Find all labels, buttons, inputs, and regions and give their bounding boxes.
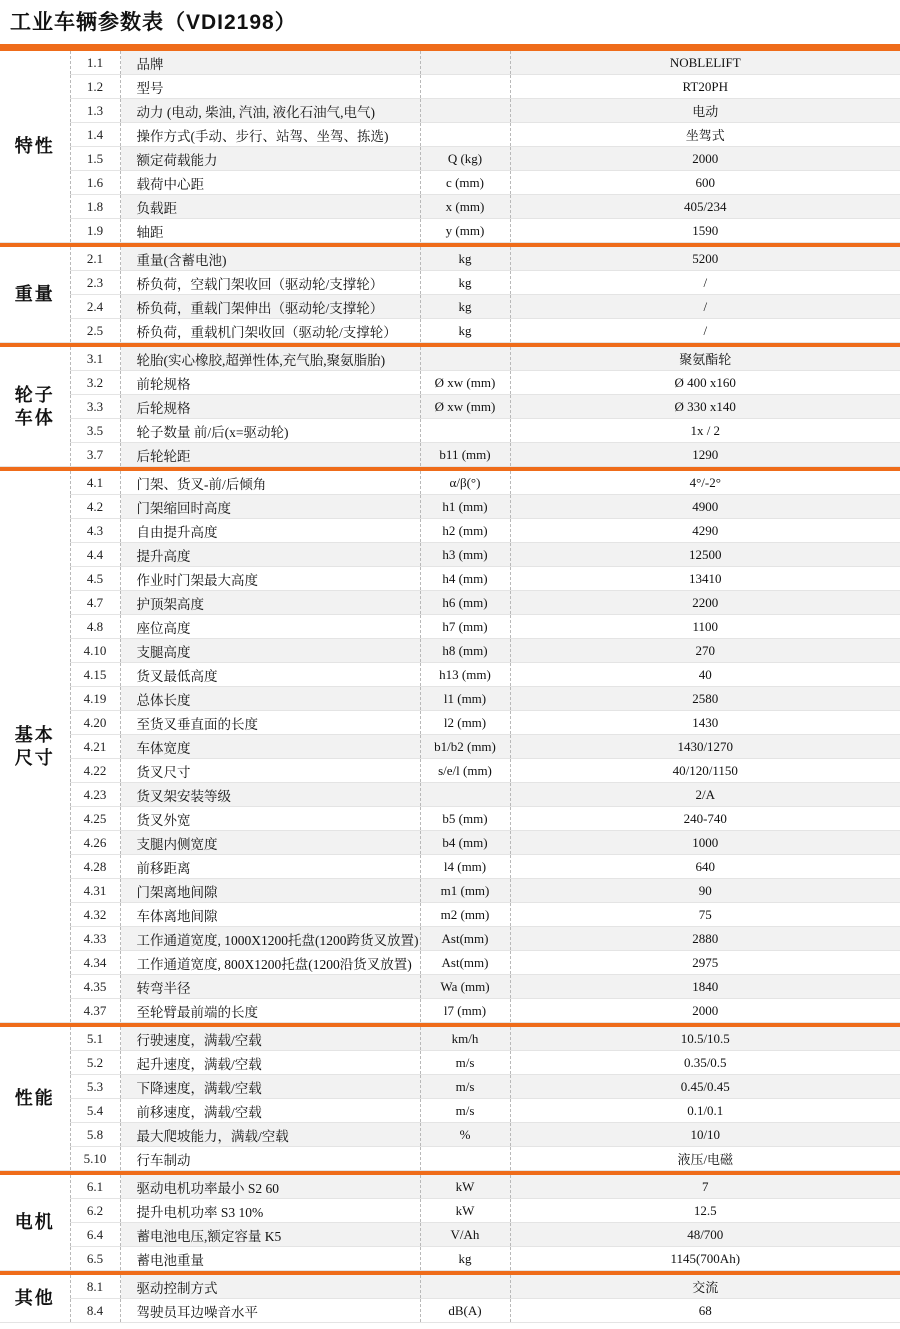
row-value: / [510,295,900,319]
table-row [0,1247,900,1271]
table-row [0,1099,900,1123]
table-row [0,471,900,495]
row-label: 车体离地间隙 [120,903,420,927]
row-number: 4.28 [70,855,120,879]
row-number: 4.25 [70,807,120,831]
row-number: 4.19 [70,687,120,711]
row-value: 13410 [510,567,900,591]
row-value: 600 [510,171,900,195]
row-label: 护顶架高度 [120,591,420,615]
row-label: 前移速度，满载/空载 [120,1099,420,1123]
row-label: 前轮规格 [120,371,420,395]
table-row [0,639,900,663]
row-label: 工作通道宽度, 800X1200托盘(1200沿货叉放置) [120,951,420,975]
table-row [0,171,900,195]
row-label: 后轮轮距 [120,443,420,467]
row-label: 载荷中心距 [120,171,420,195]
row-number: 1.5 [70,147,120,171]
row-number: 6.4 [70,1223,120,1247]
row-value: Ø 400 x160 [510,371,900,395]
row-label: 下降速度，满载/空载 [120,1075,420,1099]
row-label: 提升高度 [120,543,420,567]
row-number: 4.23 [70,783,120,807]
row-unit [420,99,510,123]
row-unit: h2 (mm) [420,519,510,543]
row-unit: h8 (mm) [420,639,510,663]
row-unit: m/s [420,1075,510,1099]
row-label: 支腿高度 [120,639,420,663]
row-number: 4.37 [70,999,120,1023]
row-number: 5.8 [70,1123,120,1147]
table-row [0,347,900,371]
row-value: 1145(700Ah) [510,1247,900,1271]
row-value: 1290 [510,443,900,467]
row-label: 桥负荷，空载门架收回（驱动轮/支撑轮） [120,271,420,295]
row-label: 货叉外宽 [120,807,420,831]
row-unit: x (mm) [420,195,510,219]
row-value: 90 [510,879,900,903]
row-value: 1x / 2 [510,419,900,443]
row-value: 2200 [510,591,900,615]
row-label: 支腿内侧宽度 [120,831,420,855]
row-unit [420,1275,510,1299]
row-unit [420,51,510,75]
row-label: 门架、货叉-前/后倾角 [120,471,420,495]
row-number: 4.10 [70,639,120,663]
row-number: 4.7 [70,591,120,615]
table-row [0,99,900,123]
row-label: 蓄电池电压,额定容量 K5 [120,1223,420,1247]
table-row [0,51,900,75]
row-unit: m/s [420,1099,510,1123]
table-row [0,903,900,927]
table-row [0,1075,900,1099]
table-row [0,1175,900,1199]
row-value: 10/10 [510,1123,900,1147]
row-number: 4.3 [70,519,120,543]
row-number: 5.3 [70,1075,120,1099]
row-unit: kg [420,295,510,319]
row-number: 4.15 [70,663,120,687]
row-unit [420,123,510,147]
table-row [0,147,900,171]
row-label: 自由提升高度 [120,519,420,543]
table-row [0,1027,900,1051]
table-row [0,519,900,543]
row-number: 4.8 [70,615,120,639]
row-value: 液压/电磁 [510,1147,900,1171]
table-row [0,687,900,711]
row-number: 3.1 [70,347,120,371]
row-number: 3.5 [70,419,120,443]
table-row [0,951,900,975]
row-value: RT20PH [510,75,900,99]
row-number: 4.21 [70,735,120,759]
row-number: 3.7 [70,443,120,467]
section-group-label: 电机 [0,1175,70,1271]
row-unit: c (mm) [420,171,510,195]
row-value: 电动 [510,99,900,123]
section-group-label: 轮子 车体 [0,347,70,467]
row-unit [420,75,510,99]
row-number: 2.4 [70,295,120,319]
row-unit: h13 (mm) [420,663,510,687]
row-value: 2000 [510,999,900,1023]
row-number: 1.1 [70,51,120,75]
row-label: 货叉尺寸 [120,759,420,783]
row-unit: m1 (mm) [420,879,510,903]
row-unit: h7 (mm) [420,615,510,639]
row-unit: kg [420,1247,510,1271]
row-value: 聚氨酯轮 [510,347,900,371]
table-row [0,591,900,615]
row-label: 座位高度 [120,615,420,639]
table-row [0,1223,900,1247]
row-value: 640 [510,855,900,879]
row-label: 型号 [120,75,420,99]
row-number: 1.6 [70,171,120,195]
table-row [0,927,900,951]
row-unit: l1 (mm) [420,687,510,711]
row-unit: Ast(mm) [420,927,510,951]
table-row [0,271,900,295]
row-unit: h6 (mm) [420,591,510,615]
row-unit: s/e/l (mm) [420,759,510,783]
row-value: 0.1/0.1 [510,1099,900,1123]
row-number: 4.5 [70,567,120,591]
row-unit: kW [420,1199,510,1223]
table-row [0,999,900,1023]
row-value: 4900 [510,495,900,519]
row-unit: b11 (mm) [420,443,510,467]
row-unit: h4 (mm) [420,567,510,591]
page-title: 工业车辆参数表（VDI2198） [10,11,297,34]
sheet-title-bar [0,0,900,47]
row-unit [420,347,510,371]
row-unit: kg [420,319,510,343]
row-value: 1100 [510,615,900,639]
row-value: 2000 [510,147,900,171]
row-value: 10.5/10.5 [510,1027,900,1051]
table-row [0,807,900,831]
row-label: 蓄电池重量 [120,1247,420,1271]
table-row [0,219,900,243]
row-unit [420,419,510,443]
row-value: 405/234 [510,195,900,219]
row-number: 4.4 [70,543,120,567]
table-row [0,75,900,99]
row-unit: l4 (mm) [420,855,510,879]
table-row [0,855,900,879]
row-number: 4.32 [70,903,120,927]
table-row [0,247,900,271]
row-label: 起升速度，满载/空载 [120,1051,420,1075]
row-unit: V/Ah [420,1223,510,1247]
table-row [0,1123,900,1147]
row-number: 4.31 [70,879,120,903]
row-label: 驱动控制方式 [120,1275,420,1299]
row-label: 总体长度 [120,687,420,711]
row-number: 1.2 [70,75,120,99]
row-label: 前移距离 [120,855,420,879]
row-value: 交流 [510,1275,900,1299]
table-row [0,759,900,783]
row-value: 2580 [510,687,900,711]
row-unit: dB(A) [420,1299,510,1323]
row-value: 7 [510,1175,900,1199]
table-row [0,615,900,639]
table-row [0,711,900,735]
spec-table-body [0,47,900,1323]
row-label: 轮子数量 前/后(x=驱动轮) [120,419,420,443]
row-value: 75 [510,903,900,927]
row-number: 4.1 [70,471,120,495]
row-number: 4.33 [70,927,120,951]
row-number: 5.1 [70,1027,120,1051]
row-unit: y (mm) [420,219,510,243]
row-unit: l2 (mm) [420,711,510,735]
section-group-label: 性能 [0,1027,70,1171]
row-label: 工作通道宽度, 1000X1200托盘(1200跨货叉放置) [120,927,420,951]
row-number: 1.4 [70,123,120,147]
row-number: 1.9 [70,219,120,243]
row-value: 1430/1270 [510,735,900,759]
row-unit: b1/b2 (mm) [420,735,510,759]
row-number: 4.20 [70,711,120,735]
table-row [0,123,900,147]
row-number: 6.1 [70,1175,120,1199]
table-row [0,879,900,903]
section-group-label: 特性 [0,51,70,243]
row-number: 8.4 [70,1299,120,1323]
row-number: 8.1 [70,1275,120,1299]
row-unit: h3 (mm) [420,543,510,567]
row-value: 12.5 [510,1199,900,1223]
table-row [0,319,900,343]
row-label: 行车制动 [120,1147,420,1171]
row-value: 1430 [510,711,900,735]
row-label: 行驶速度，满载/空载 [120,1027,420,1051]
table-row [0,295,900,319]
row-label: 后轮规格 [120,395,420,419]
row-unit: l7 (mm) [420,999,510,1023]
row-label: 品牌 [120,51,420,75]
table-row [0,419,900,443]
table-row [0,1299,900,1323]
row-label: 重量(含蓄电池) [120,247,420,271]
row-label: 转弯半径 [120,975,420,999]
row-label: 额定荷载能力 [120,147,420,171]
row-value: 1590 [510,219,900,243]
row-label: 桥负荷，重载门架伸出（驱动轮/支撑轮） [120,295,420,319]
table-row [0,1147,900,1171]
row-value: 1840 [510,975,900,999]
row-unit: m/s [420,1051,510,1075]
row-unit: kg [420,271,510,295]
table-row [0,1199,900,1223]
row-unit: kg [420,247,510,271]
row-value: 270 [510,639,900,663]
table-row [0,443,900,467]
table-row [0,663,900,687]
row-label: 提升电机功率 S3 10% [120,1199,420,1223]
row-value: 0.35/0.5 [510,1051,900,1075]
table-row [0,371,900,395]
row-value: 48/700 [510,1223,900,1247]
row-label: 轮胎(实心橡胶,超弹性体,充气胎,聚氨脂胎) [120,347,420,371]
row-unit: Ø xw (mm) [420,395,510,419]
row-unit: % [420,1123,510,1147]
row-label: 至货叉垂直面的长度 [120,711,420,735]
section-group-label: 其他 [0,1275,70,1323]
section-group-label: 基本 尺寸 [0,471,70,1023]
row-value: 240-740 [510,807,900,831]
row-label: 动力 (电动, 柴油, 汽油, 液化石油气,电气) [120,99,420,123]
row-value: 2880 [510,927,900,951]
row-label: 驾驶员耳边噪音水平 [120,1299,420,1323]
table-row [0,975,900,999]
row-unit [420,1147,510,1171]
table-row [0,495,900,519]
row-number: 2.3 [70,271,120,295]
row-value: 0.45/0.45 [510,1075,900,1099]
row-number: 4.34 [70,951,120,975]
row-number: 4.2 [70,495,120,519]
row-number: 4.35 [70,975,120,999]
table-row [0,1051,900,1075]
row-unit: h1 (mm) [420,495,510,519]
row-number: 6.5 [70,1247,120,1271]
row-label: 货叉最低高度 [120,663,420,687]
row-label: 桥负荷，重载机门架收回（驱动轮/支撑轮） [120,319,420,343]
table-row [0,831,900,855]
row-unit: km/h [420,1027,510,1051]
row-label: 负载距 [120,195,420,219]
row-number: 2.1 [70,247,120,271]
row-value: 4°/-2° [510,471,900,495]
row-value: Ø 330 x140 [510,395,900,419]
section-group-label: 重量 [0,247,70,343]
row-value: / [510,319,900,343]
row-unit: m2 (mm) [420,903,510,927]
row-number: 5.4 [70,1099,120,1123]
row-number: 5.10 [70,1147,120,1171]
row-value: 2975 [510,951,900,975]
row-value: 1000 [510,831,900,855]
row-value: 12500 [510,543,900,567]
row-value: 40/120/1150 [510,759,900,783]
row-label: 至轮臂最前端的长度 [120,999,420,1023]
row-label: 作业时门架最大高度 [120,567,420,591]
row-number: 4.22 [70,759,120,783]
table-row [0,395,900,419]
row-value: NOBLELIFT [510,51,900,75]
row-value: 4290 [510,519,900,543]
row-number: 1.8 [70,195,120,219]
row-number: 3.3 [70,395,120,419]
row-unit: kW [420,1175,510,1199]
table-row [0,783,900,807]
row-value: 坐驾式 [510,123,900,147]
row-label: 最大爬坡能力，满载/空载 [120,1123,420,1147]
row-unit: b5 (mm) [420,807,510,831]
row-number: 3.2 [70,371,120,395]
row-label: 门架离地间隙 [120,879,420,903]
row-unit: Q (kg) [420,147,510,171]
row-unit [420,783,510,807]
row-unit: b4 (mm) [420,831,510,855]
row-unit: Wa (mm) [420,975,510,999]
row-number: 1.3 [70,99,120,123]
row-label: 轴距 [120,219,420,243]
table-row [0,567,900,591]
row-value: 68 [510,1299,900,1323]
row-label: 货叉架安装等级 [120,783,420,807]
row-unit: Ast(mm) [420,951,510,975]
row-number: 6.2 [70,1199,120,1223]
row-value: 40 [510,663,900,687]
row-label: 操作方式(手动、步行、站驾、坐驾、拣选) [120,123,420,147]
row-unit: Ø xw (mm) [420,371,510,395]
row-unit: α/β(°) [420,471,510,495]
row-number: 4.26 [70,831,120,855]
table-row [0,543,900,567]
row-label: 门架缩回时高度 [120,495,420,519]
table-row [0,195,900,219]
table-row [0,735,900,759]
row-number: 5.2 [70,1051,120,1075]
row-value: 2/A [510,783,900,807]
row-label: 驱动电机功率最小 S2 60 [120,1175,420,1199]
row-label: 车体宽度 [120,735,420,759]
row-value: / [510,271,900,295]
row-number: 2.5 [70,319,120,343]
row-value: 5200 [510,247,900,271]
table-row [0,1275,900,1299]
spec-table [0,47,900,1323]
